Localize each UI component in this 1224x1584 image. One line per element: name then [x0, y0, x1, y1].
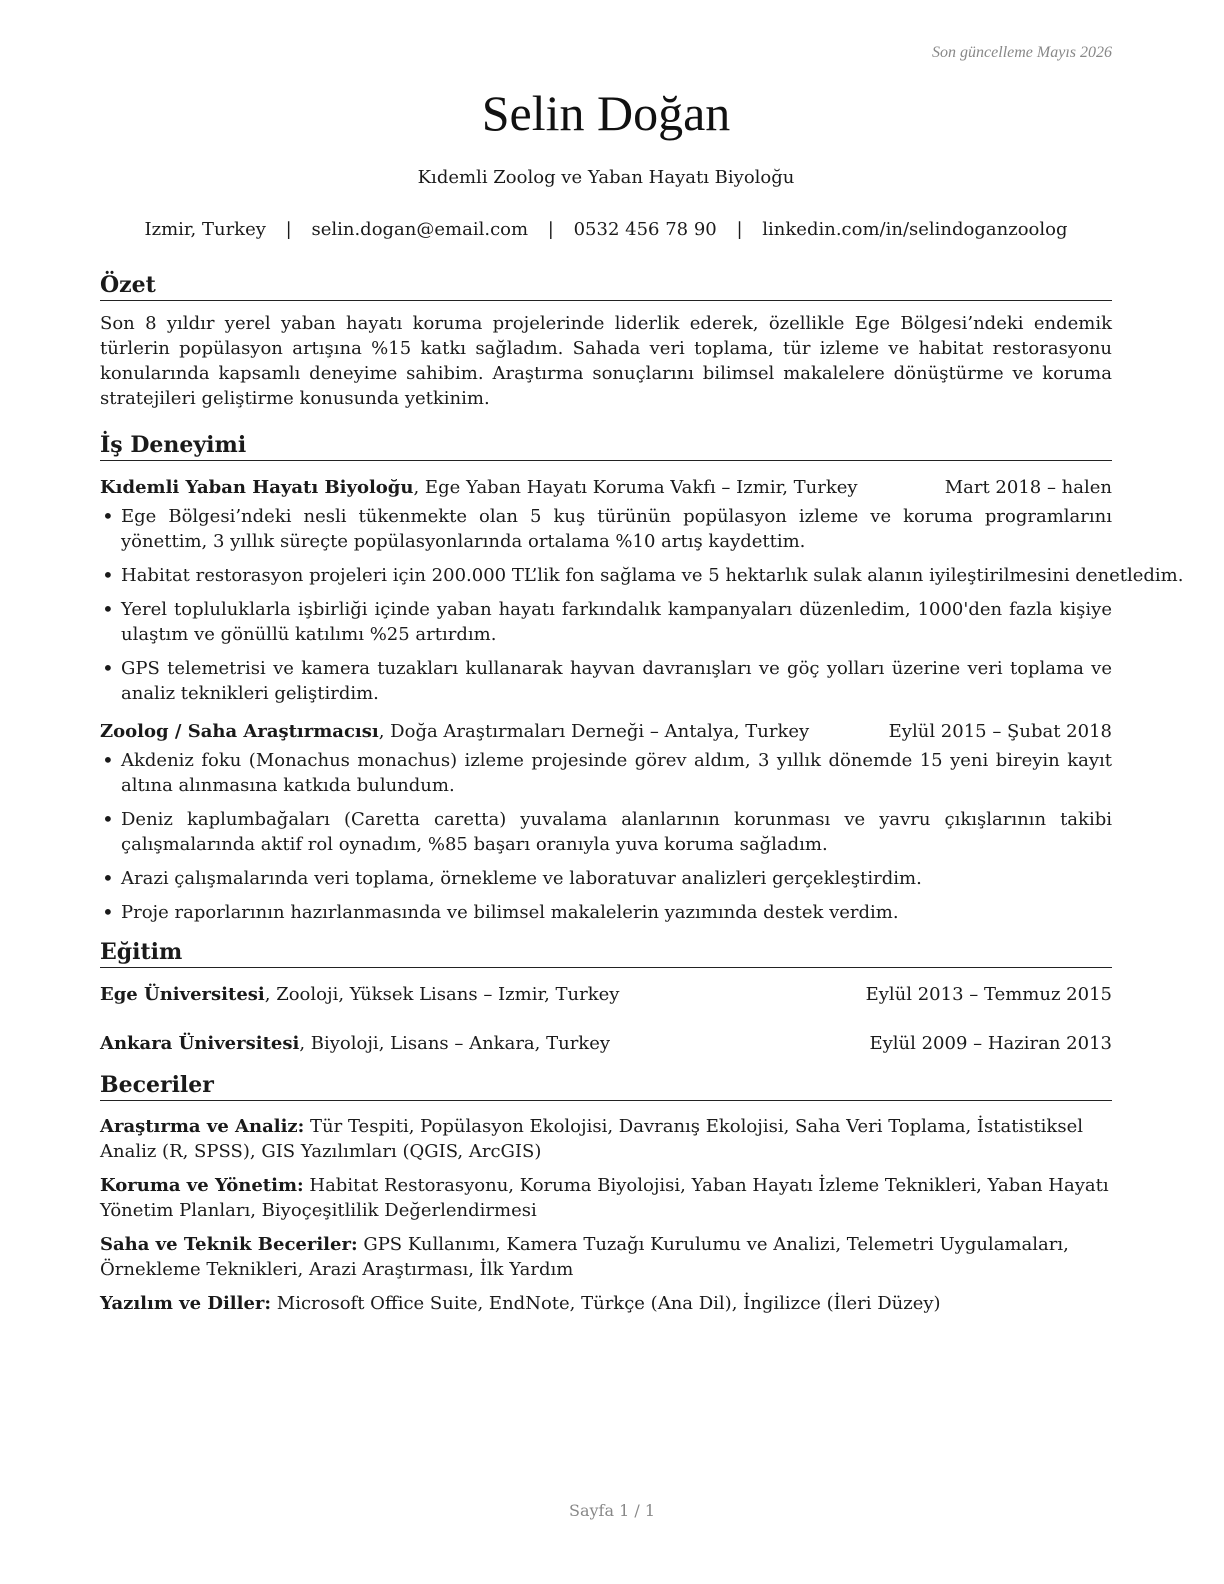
headline: Kıdemli Zoolog ve Yaban Hayatı Biyoloğu	[417, 167, 795, 188]
skill-group	[100, 1291, 1112, 1316]
contact-email[interactable]: selin.dogan@email.com	[311, 219, 529, 240]
list-item: • Ege Bölgesi’ndeki nesli tükenmekte olan 5 kuş türünün popülasyon izleme ve koruma programlarını yönettim, 3 yıllık süreçte popülasyonlarında ortalama %10 artış kaydettim.	[100, 504, 1112, 554]
job-dates: Eylül 2015 – Şubat 2018	[888, 721, 1112, 742]
list-item: • Deniz kaplumbağaları (Caretta caretta) yuvalama alanlarının korunması ve yavru çıkışlarının takibi çalışmalarında aktif rol oynadım, %85 başarı oranıyla yuva koruma sağladım.	[100, 807, 1112, 857]
list-item: • Arazi çalışmalarında veri toplama, örnekleme ve laboratuvar analizleri gerçekleştirdim.	[100, 866, 1112, 891]
skill-label: Saha ve Teknik Beceriler:	[100, 1234, 358, 1255]
education-dates: Eylül 2013 – Temmuz 2015	[865, 984, 1112, 1005]
skill-text: Tür Tespiti, Popülasyon Ekolojisi, Davranış Ekolojisi, Saha Veri Toplama, İstatistiksel Analiz (R, SPSS), GIS Yazılımları (QGIS, ArcGIS)	[100, 1116, 1083, 1162]
skill-label: Koruma ve Yönetim:	[100, 1175, 304, 1196]
experience-section	[100, 431, 1184, 934]
education-entry	[100, 982, 1112, 1007]
job-header	[100, 475, 1112, 500]
education-entry	[100, 1031, 1112, 1056]
contact-phone: 0532 456 78 90	[573, 219, 717, 240]
job-bullets	[100, 748, 1112, 925]
skill-label: Yazılım ve Diller:	[100, 1293, 272, 1314]
contact-linkedin[interactable]: linkedin.com/in/selindoganzoolog	[762, 219, 1068, 240]
section-title: Eğitim	[100, 938, 1112, 968]
list-item: • Habitat restorasyon projeleri için 200.000 TL’lik fon sağlama ve 5 hektarlık sulak alanın iyileştirilmesini denetledim.	[100, 563, 1112, 588]
skill-text: GPS Kullanımı, Kamera Tuzağı Kurulumu ve Analizi, Telemetri Uygulamaları, Örnekleme Teknikleri, Arazi Araştırması, İlk Yardım	[100, 1234, 1069, 1280]
job-org: , Ege Yaban Hayatı Koruma Vakfı – Izmir, Turkey	[413, 477, 858, 498]
list-item: • Yerel topluluklarla işbirliği içinde yaban hayatı farkındalık kampanyaları düzenledim, 1000'den fazla kişiye ulaştım ve gönüllü katılımı %25 artırdım.	[100, 597, 1112, 647]
contact-location: Izmir, Turkey	[144, 219, 266, 240]
section-title: Beceriler	[100, 1071, 1112, 1101]
list-item: • GPS telemetrisi ve kamera tuzakları kullanarak hayvan davranışları ve göç yolları üzerine veri toplama ve analiz teknikleri geliştirdim.	[100, 656, 1112, 706]
summary-section	[100, 271, 1112, 411]
contact-line	[100, 219, 1112, 240]
job-role: Kıdemli Yaban Hayatı Biyoloğu	[100, 477, 414, 498]
job-entry	[100, 475, 1184, 706]
job-dates: Mart 2018 – halen	[944, 477, 1112, 498]
section-title: Özet	[100, 271, 1112, 301]
section-title: İş Deneyimi	[100, 431, 1112, 461]
job-role: Zoolog / Saha Araştırmacısı	[100, 721, 379, 742]
job-entry	[100, 719, 1112, 925]
skill-text: Microsoft Office Suite, EndNote, Türkçe (Ana Dil), İngilizce (İleri Düzey)	[271, 1293, 941, 1314]
page-number: Sayfa 1 / 1	[568, 1501, 655, 1520]
separator: |	[285, 219, 292, 240]
separator: |	[736, 219, 743, 240]
job-org: , Doğa Araştırmaları Derneği – Antalya, Turkey	[378, 721, 810, 742]
degree-detail: , Zooloji, Yüksek Lisans – Izmir, Turkey	[264, 984, 620, 1005]
skill-group	[100, 1173, 1112, 1223]
list-item: • Akdeniz foku (Monachus monachus) izleme projesinde görev aldım, 3 yıllık dönemde 15 yeni bireyin kayıt altına alınmasına katkıda bulundum.	[100, 748, 1112, 798]
school-name: Ankara Üniversitesi	[100, 1033, 300, 1054]
list-item: • Proje raporlarının hazırlanmasında ve bilimsel makalelerin yazımında destek verdim.	[100, 900, 1112, 925]
person-name: Selin Doğan	[481, 85, 731, 141]
job-bullets	[100, 504, 1184, 706]
skills-section	[100, 1071, 1112, 1325]
skill-text: Habitat Restorasyonu, Koruma Biyolojisi, Yaban Hayatı İzleme Teknikleri, Yaban Hayatı Yönetim Planları, Biyoçeşitlilik Değerlendirmesi	[100, 1175, 1109, 1221]
school-name: Ege Üniversitesi	[100, 984, 265, 1005]
skill-label: Araştırma ve Analiz:	[100, 1116, 305, 1137]
job-header	[100, 719, 1112, 744]
summary-text: Son 8 yıldır yerel yaban hayatı koruma projelerinde liderlik ederek, özellikle Ege Bölgesi’ndeki endemik türlerin popülasyon artışına %15 katkı sağladım. Sahada veri toplama, tür izleme ve habitat restorasyonu konularında kapsamlı deneyime sahibim. Araştırma sonuçlarını bilimsel makalelere dönüştürme ve koruma stratejileri geliştirme konusunda yetkinim.	[100, 313, 1112, 409]
education-dates: Eylül 2009 – Haziran 2013	[869, 1033, 1112, 1054]
last-updated: Son güncelleme Mayıs 2026	[932, 44, 1112, 61]
separator: |	[547, 219, 554, 240]
skill-group	[100, 1232, 1112, 1282]
education-section	[100, 938, 1112, 1056]
degree-detail: , Biyoloji, Lisans – Ankara, Turkey	[299, 1033, 611, 1054]
skills-list	[100, 1114, 1112, 1316]
skill-group	[100, 1114, 1112, 1164]
